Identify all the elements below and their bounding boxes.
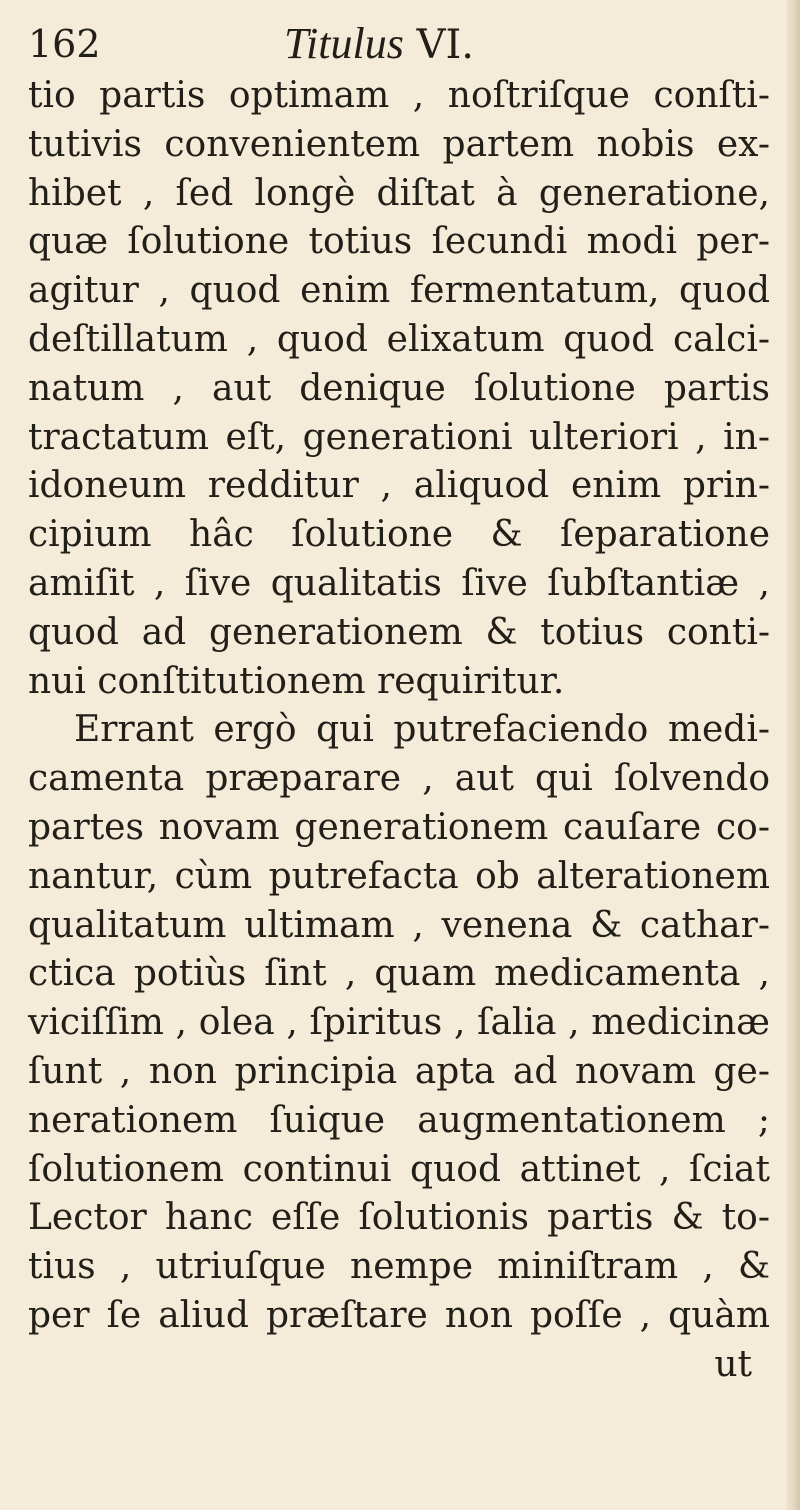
text-line: tractatum eſt, generationi ulteriori , in- [28, 416, 770, 458]
page-edge [786, 0, 800, 1510]
text-line: partes novam generationem cauſare co- [28, 806, 770, 848]
running-title-italic: Titulus [284, 19, 404, 68]
text-line: idoneum redditur , aliquod enim prin- [28, 465, 770, 507]
text-line: ctica potiùs ſint , quam medicamenta , [28, 953, 770, 995]
text-line: quæ ſolutione totius ſecundi modi per- [28, 221, 770, 263]
text-line: agitur , quod enim fermentatum, quod [28, 270, 770, 312]
text-line: deſtillatum , quod elixatum quod calci- [28, 318, 770, 360]
text-line: ſolutionem continui quod attinet , ſciat [28, 1148, 770, 1190]
running-header [28, 18, 772, 70]
catchword: ut [714, 1343, 752, 1385]
text-line: ſunt , non principia apta ad novam ge- [28, 1050, 770, 1092]
text-line: hibet , ſed longè diſtat à generatione, [28, 172, 770, 214]
paragraph-last-line: nui conſtitutionem requiritur. [28, 660, 565, 702]
text-line: Lector hanc eſſe ſolutionis partis & to- [28, 1197, 770, 1239]
text-line: per ſe aliud præſtare non poſſe , quàm [28, 1294, 770, 1336]
text-line: amiſit , ſive qualitatis ſive ſubſtantiæ , [28, 562, 770, 604]
text-line: nantur, cùm putrefacta ob alterationem [28, 855, 770, 897]
text-line: viciſſim , olea , ſpiritus , ſalia , medicinæ [28, 1002, 770, 1044]
text-line: tius , utriuſque nempe miniſtram , & [28, 1246, 770, 1288]
text-line: quod ad generationem & totius conti- [28, 611, 770, 653]
text-line: nerationem ſuique augmentationem ; [28, 1099, 770, 1141]
running-title-roman: VI. [416, 22, 474, 68]
text-line: natum , aut denique ſolutione partis [28, 367, 770, 409]
page-number: 162 [28, 22, 101, 66]
text-line: tutivis convenientem partem nobis ex- [28, 123, 770, 165]
paragraph-first-line: Errant ergò qui putrefaciendo medi- [74, 709, 770, 751]
text-line: cipium hâc ſolutione & ſeparatione [28, 514, 770, 556]
body-text [28, 72, 770, 1390]
text-line: tio partis optimam , noſtriſque conſti- [28, 75, 770, 116]
running-title [284, 18, 474, 71]
text-line: qualitatum ultimam , venena & cathar- [28, 904, 770, 946]
text-line: camenta præparare , aut qui ſolvendo [28, 758, 770, 800]
